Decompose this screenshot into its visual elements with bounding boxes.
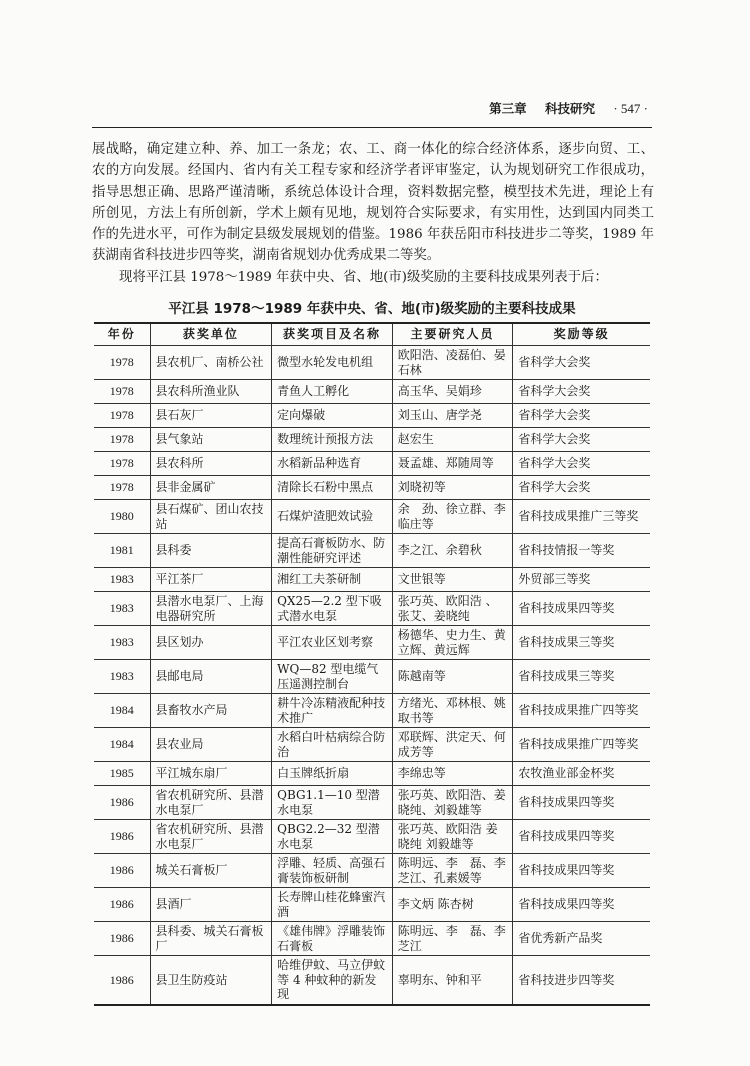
researchers-cell: 赵宏生 (392, 428, 513, 452)
year-cell: 1986 (94, 820, 150, 854)
header-year: 年份 (94, 323, 150, 346)
researchers-cell: 邓联辉、洪定天、何成芳等 (392, 728, 513, 762)
researchers-cell: 李文炳 陈杏树 (392, 888, 513, 922)
project-cell: 浮雕、轻质、高强石膏装饰板研制 (272, 854, 393, 888)
unit-cell: 县非金属矿 (150, 476, 272, 500)
project-cell: 提高石膏板防水、防潮性能研究评述 (272, 534, 393, 568)
award-level-cell: 省科学大会奖 (513, 404, 650, 428)
researchers-cell: 刘玉山、唐学尧 (392, 404, 513, 428)
researchers-cell: 张巧英、欧阳浩、姜晓纯、刘毅雄等 (392, 786, 513, 820)
table-row (94, 626, 650, 660)
researchers-cell: 聂孟雄、郑随周等 (392, 452, 513, 476)
project-cell: 定向爆破 (272, 404, 393, 428)
table-title: 平江县 1978～1989 年获中央、省、地(市)级奖励的主要科技成果 (168, 301, 576, 317)
chapter-label: 第三章 (489, 101, 527, 116)
project-cell: 微型水轮发电机组 (272, 346, 393, 380)
table-header-row (94, 323, 650, 346)
unit-cell: 县科委、城关石膏板厂 (150, 922, 272, 956)
project-cell: 《雄伟牌》浮雕装饰石膏板 (272, 922, 393, 956)
unit-cell: 平江城东扇厂 (150, 762, 272, 786)
unit-cell: 县气象站 (150, 428, 272, 452)
table-row (94, 660, 650, 694)
project-cell: 耕牛冷冻精液配种技术推广 (272, 694, 393, 728)
researchers-cell: 陈明远、李 磊、李芝江、孔素媛等 (392, 854, 513, 888)
table-row (94, 452, 650, 476)
unit-cell: 城关石膏板厂 (150, 854, 272, 888)
project-cell: QX25—2.2 型下吸式潜水电泵 (272, 592, 393, 626)
project-cell: 石煤炉渣肥效试验 (272, 500, 393, 534)
year-cell: 1978 (94, 428, 150, 452)
award-level-cell: 省科学大会奖 (513, 346, 650, 380)
header-rule (92, 127, 652, 128)
award-level-cell: 省科学大会奖 (513, 476, 650, 500)
unit-cell: 县农机厂、南桥公社 (150, 346, 272, 380)
year-cell: 1986 (94, 854, 150, 888)
year-cell: 1986 (94, 922, 150, 956)
header-project: 获奖项目及名称 (272, 323, 393, 346)
table-row (94, 694, 650, 728)
award-level-cell: 省科技成果四等奖 (513, 592, 650, 626)
paragraph: 展战略，确定建立种、养、加工一条龙；农、工、商一体化的综合经济体系，逐步向贸、工、农的方向发展。经国内、省内有关工程专家和经济学者评审鉴定，认为规划研究工作很成功，指导思想正确、思路严谨清晰，系统总体设计合理，资料数据完整，模型技术先进，理论上有所创见，方法上有所创新，学术上颇有见地，规划符合实际要求，有实用性，达到国内同类工作的先进水平，可作为制定县级发展规划的借鉴。1986 年获岳阳市科技进步二等奖，1989 年获湖南省科技进步四等奖，湖南省规划办优秀成果二等奖。 (92, 142, 654, 264)
table-row (94, 728, 650, 762)
unit-cell: 平江茶厂 (150, 568, 272, 592)
researchers-cell: 方绪光、邓林根、姚取书等 (392, 694, 513, 728)
project-cell: 长寿牌山桂花蜂蜜汽酒 (272, 888, 393, 922)
year-cell: 1984 (94, 728, 150, 762)
table-row (94, 500, 650, 534)
table-row (94, 568, 650, 592)
unit-cell: 县酒厂 (150, 888, 272, 922)
table-row (94, 380, 650, 404)
table-row (94, 592, 650, 626)
table-row (94, 922, 650, 956)
table-row (94, 956, 650, 1005)
year-cell: 1983 (94, 592, 150, 626)
researchers-cell: 张巧英、欧阳浩 、张艾、姜晓纯 (392, 592, 513, 626)
year-cell: 1978 (94, 404, 150, 428)
researchers-cell: 欧阳浩、凌磊伯、晏石林 (392, 346, 513, 380)
page-number: · 547 · (613, 101, 648, 116)
table-row (94, 428, 650, 452)
year-cell: 1978 (94, 380, 150, 404)
researchers-cell: 李绵忠等 (392, 762, 513, 786)
award-level-cell: 外贸部三等奖 (513, 568, 650, 592)
researchers-cell: 高玉华、吴娟珍 (392, 380, 513, 404)
award-level-cell: 省科技成果三等奖 (513, 660, 650, 694)
award-level-cell: 省科技成果四等奖 (513, 786, 650, 820)
project-cell: 平江农业区划考察 (272, 626, 393, 660)
project-cell: 清除长石粉中黑点 (272, 476, 393, 500)
award-level-cell: 省科技成果四等奖 (513, 854, 650, 888)
award-level-cell: 农牧渔业部金杯奖 (513, 762, 650, 786)
year-cell: 1984 (94, 694, 150, 728)
running-header (92, 99, 648, 117)
researchers-cell: 杨德华、史力生、黄立辉、黄远辉 (392, 626, 513, 660)
table-row (94, 786, 650, 820)
table-row (94, 404, 650, 428)
award-level-cell: 省科技成果推广四等奖 (513, 728, 650, 762)
unit-cell: 县农业局 (150, 728, 272, 762)
year-cell: 1986 (94, 888, 150, 922)
year-cell: 1981 (94, 534, 150, 568)
year-cell: 1986 (94, 956, 150, 1005)
project-cell: QBG2.2—32 型潜水电泵 (272, 820, 393, 854)
body-text (92, 139, 654, 288)
unit-cell: 省农机研究所、县潜水电泵厂 (150, 820, 272, 854)
section-label: 科技研究 (544, 101, 595, 116)
unit-cell: 县石灰厂 (150, 404, 272, 428)
project-cell: 哈维伊蚊、马立伊蚊等 4 种蚊种的新发现 (272, 956, 393, 1005)
award-level-cell: 省科技成果四等奖 (513, 888, 650, 922)
award-level-cell: 省科技成果推广三等奖 (513, 500, 650, 534)
unit-cell: 县邮电局 (150, 660, 272, 694)
award-level-cell: 省科学大会奖 (513, 428, 650, 452)
researchers-cell: 陈越南等 (392, 660, 513, 694)
year-cell: 1983 (94, 660, 150, 694)
unit-cell: 县畜牧水产局 (150, 694, 272, 728)
award-level-cell: 省科技情报一等奖 (513, 534, 650, 568)
header-unit: 获奖单位 (150, 323, 272, 346)
unit-cell: 省农机研究所、县潜水电泵厂 (150, 786, 272, 820)
year-cell: 1978 (94, 452, 150, 476)
table-row (94, 888, 650, 922)
year-cell: 1983 (94, 568, 150, 592)
project-cell: WQ—82 型电缆气压遥测控制台 (272, 660, 393, 694)
table-row (94, 820, 650, 854)
year-cell: 1978 (94, 346, 150, 380)
unit-cell: 县科委 (150, 534, 272, 568)
unit-cell: 县潜水电泵厂、上海电器研究所 (150, 592, 272, 626)
award-level-cell: 省科学大会奖 (513, 452, 650, 476)
award-level-cell: 省科技成果推广四等奖 (513, 694, 650, 728)
award-level-cell: 省科技成果三等奖 (513, 626, 650, 660)
header-researchers: 主要研究人员 (392, 323, 513, 346)
project-cell: 湘红工夫茶研制 (272, 568, 393, 592)
header-award-level: 奖励等级 (513, 323, 650, 346)
table-row (94, 534, 650, 568)
table-row (94, 762, 650, 786)
project-cell: 水稻白叶枯病综合防治 (272, 728, 393, 762)
researchers-cell: 张巧英、欧阳浩 姜晓纯 刘毅雄等 (392, 820, 513, 854)
award-level-cell: 省科学大会奖 (513, 380, 650, 404)
project-cell: 水稻新品种选育 (272, 452, 393, 476)
award-level-cell: 省科技成果四等奖 (513, 820, 650, 854)
table-row (94, 854, 650, 888)
project-cell: 白玉牌纸折扇 (272, 762, 393, 786)
unit-cell: 县农科所渔业队 (150, 380, 272, 404)
table-row (94, 476, 650, 500)
year-cell: 1986 (94, 786, 150, 820)
year-cell: 1985 (94, 762, 150, 786)
researchers-cell: 陈明远、李 磊、李芝江 (392, 922, 513, 956)
paragraph: 现将平江县 1978～1989 年获中央、省、地(市)级奖励的主要科技成果列表于后： (119, 269, 608, 285)
year-cell: 1983 (94, 626, 150, 660)
project-cell: 数理统计预报方法 (272, 428, 393, 452)
year-cell: 1978 (94, 476, 150, 500)
project-cell: QBG1.1—10 型潜水电泵 (272, 786, 393, 820)
unit-cell: 县农科所 (150, 452, 272, 476)
researchers-cell: 文世银等 (392, 568, 513, 592)
awards-table (94, 322, 650, 1006)
researchers-cell: 辜明东、钟和平 (392, 956, 513, 1005)
project-cell: 青鱼人工孵化 (272, 380, 393, 404)
table-row (94, 346, 650, 380)
unit-cell: 县石煤矿、团山农技站 (150, 500, 272, 534)
researchers-cell: 李之江、余碧秋 (392, 534, 513, 568)
unit-cell: 县卫生防疫站 (150, 956, 272, 1005)
unit-cell: 县区划办 (150, 626, 272, 660)
researchers-cell: 余 劲、徐立群、李临庄等 (392, 500, 513, 534)
year-cell: 1980 (94, 500, 150, 534)
researchers-cell: 刘晓初等 (392, 476, 513, 500)
award-level-cell: 省优秀新产品奖 (513, 922, 650, 956)
award-level-cell: 省科技进步四等奖 (513, 956, 650, 1005)
